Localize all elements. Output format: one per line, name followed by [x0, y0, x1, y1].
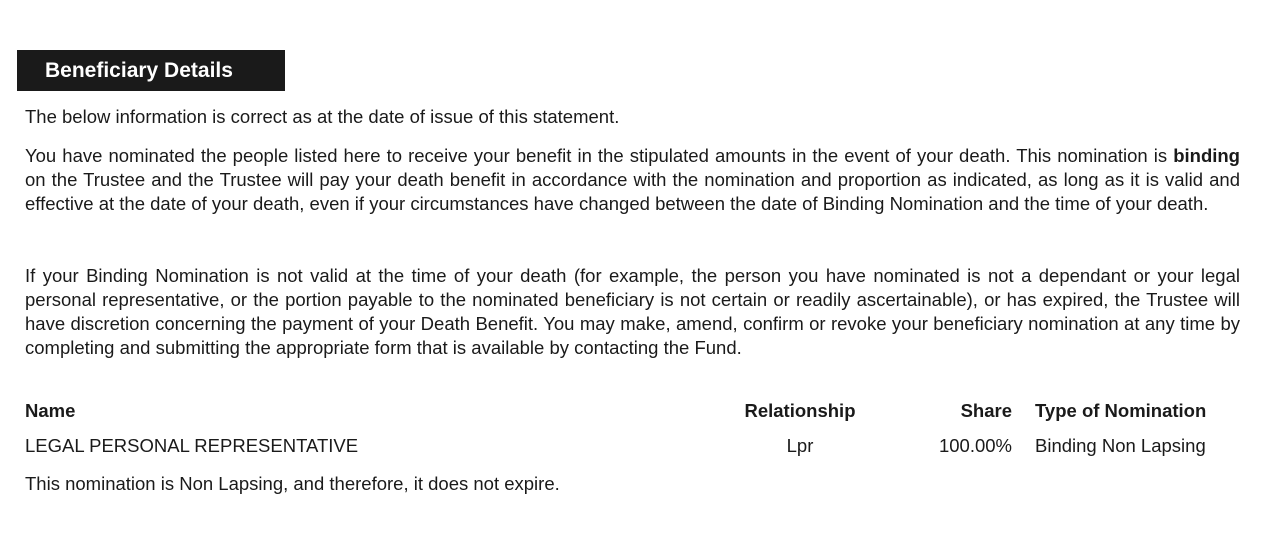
intro-text: The below information is correct as at the date of issue of this statement.	[25, 106, 620, 127]
nomination-paragraph	[25, 144, 1240, 216]
header-type: Type of Nomination	[1035, 400, 1207, 421]
header-relationship: Relationship	[744, 400, 856, 421]
nomination-footnote: This nomination is Non Lapsing, and therefore, it does not expire.	[25, 473, 560, 494]
binding-emphasis: binding	[1173, 145, 1240, 166]
section-title: Beneficiary Details	[17, 50, 285, 91]
table-row	[25, 434, 1240, 458]
beneficiary-relationship: Lpr	[786, 435, 814, 456]
beneficiary-name: LEGAL PERSONAL REPRESENTATIVE	[25, 435, 359, 456]
nomination-text-after: on the Trustee and the Trustee will pay your death benefit in accordance with the nomination and proportion as indicated, as long as it is valid and effective at the date of your death, even if your circumstances have changed between the date of Binding Nomination and the time of your death.	[25, 169, 1240, 214]
header-name: Name	[25, 400, 76, 421]
beneficiary-share: 100.00%	[938, 435, 1012, 456]
validity-paragraph: If your Binding Nomination is not valid at the time of your death (for example, the person you have nominated is not a dependant or your legal personal representative, or the portion payable to the nominated beneficiary is not certain or readily ascertainable), or has expired, the Trustee will have discretion concerning the payment of your Death Benefit. You may make, amend, confirm or revoke your beneficiary nomination at any time by completing and submitting the appropriate form that is available by contacting the Fund.	[25, 265, 1240, 358]
beneficiary-table-header	[25, 399, 1240, 423]
beneficiary-nomination-type: Binding Non Lapsing	[1035, 435, 1206, 456]
header-share: Share	[960, 400, 1012, 421]
nomination-text-before: You have nominated the people listed here to receive your benefit in the stipulated amounts in the event of your death. This nomination is	[25, 145, 1174, 166]
